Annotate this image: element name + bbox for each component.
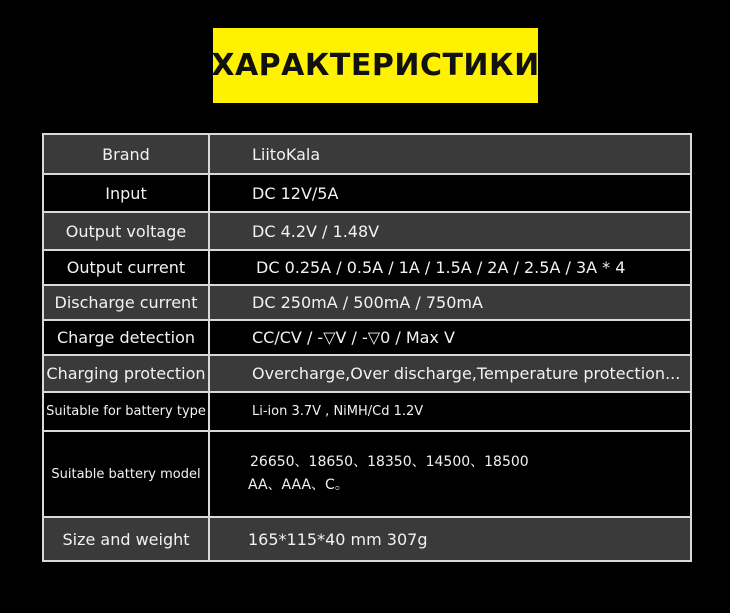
spec-table [42,133,692,562]
page-title: ХАРАКТЕРИСТИКИ [211,48,540,83]
spec-label: Charge detection [43,320,209,355]
spec-value: Overcharge,Over discharge,Temperature protection... [209,355,691,392]
table-row [43,250,691,285]
table-row [43,320,691,355]
table-row [43,285,691,320]
spec-value: Li-ion 3.7V , NiMH/Cd 1.2V [209,392,691,431]
spec-label: Output voltage [43,212,209,250]
spec-value: DC 0.25A / 0.5A / 1A / 1.5A / 2A / 2.5A / 3A * 4 [209,250,691,285]
title-banner [213,28,538,103]
table-row [43,431,691,517]
table-row [43,392,691,431]
spec-value: 165*115*40 mm 307g [209,517,691,561]
spec-value: CC/CV / -▽V / -▽0 / Max V [209,320,691,355]
spec-label: Output current [43,250,209,285]
spec-label: Input [43,174,209,212]
spec-value: DC 250mA / 500mA / 750mA [209,285,691,320]
spec-label: Size and weight [43,517,209,561]
spec-label: Charging protection [43,355,209,392]
spec-value: DC 4.2V / 1.48V [209,212,691,250]
spec-value: LiitoKala [209,134,691,174]
spec-value-line: AA、AAA、C。 [248,477,349,493]
spec-label: Brand [43,134,209,174]
spec-value [209,431,691,517]
table-row [43,212,691,250]
spec-value-line: 26650、18650、18350、14500、18500 [250,454,529,470]
spec-label: Suitable battery model [43,431,209,517]
spec-value: DC 12V/5A [209,174,691,212]
spec-label: Discharge current [43,285,209,320]
table-row [43,134,691,174]
table-row [43,517,691,561]
table-row [43,355,691,392]
spec-label: Suitable for battery type [43,392,209,431]
table-row [43,174,691,212]
